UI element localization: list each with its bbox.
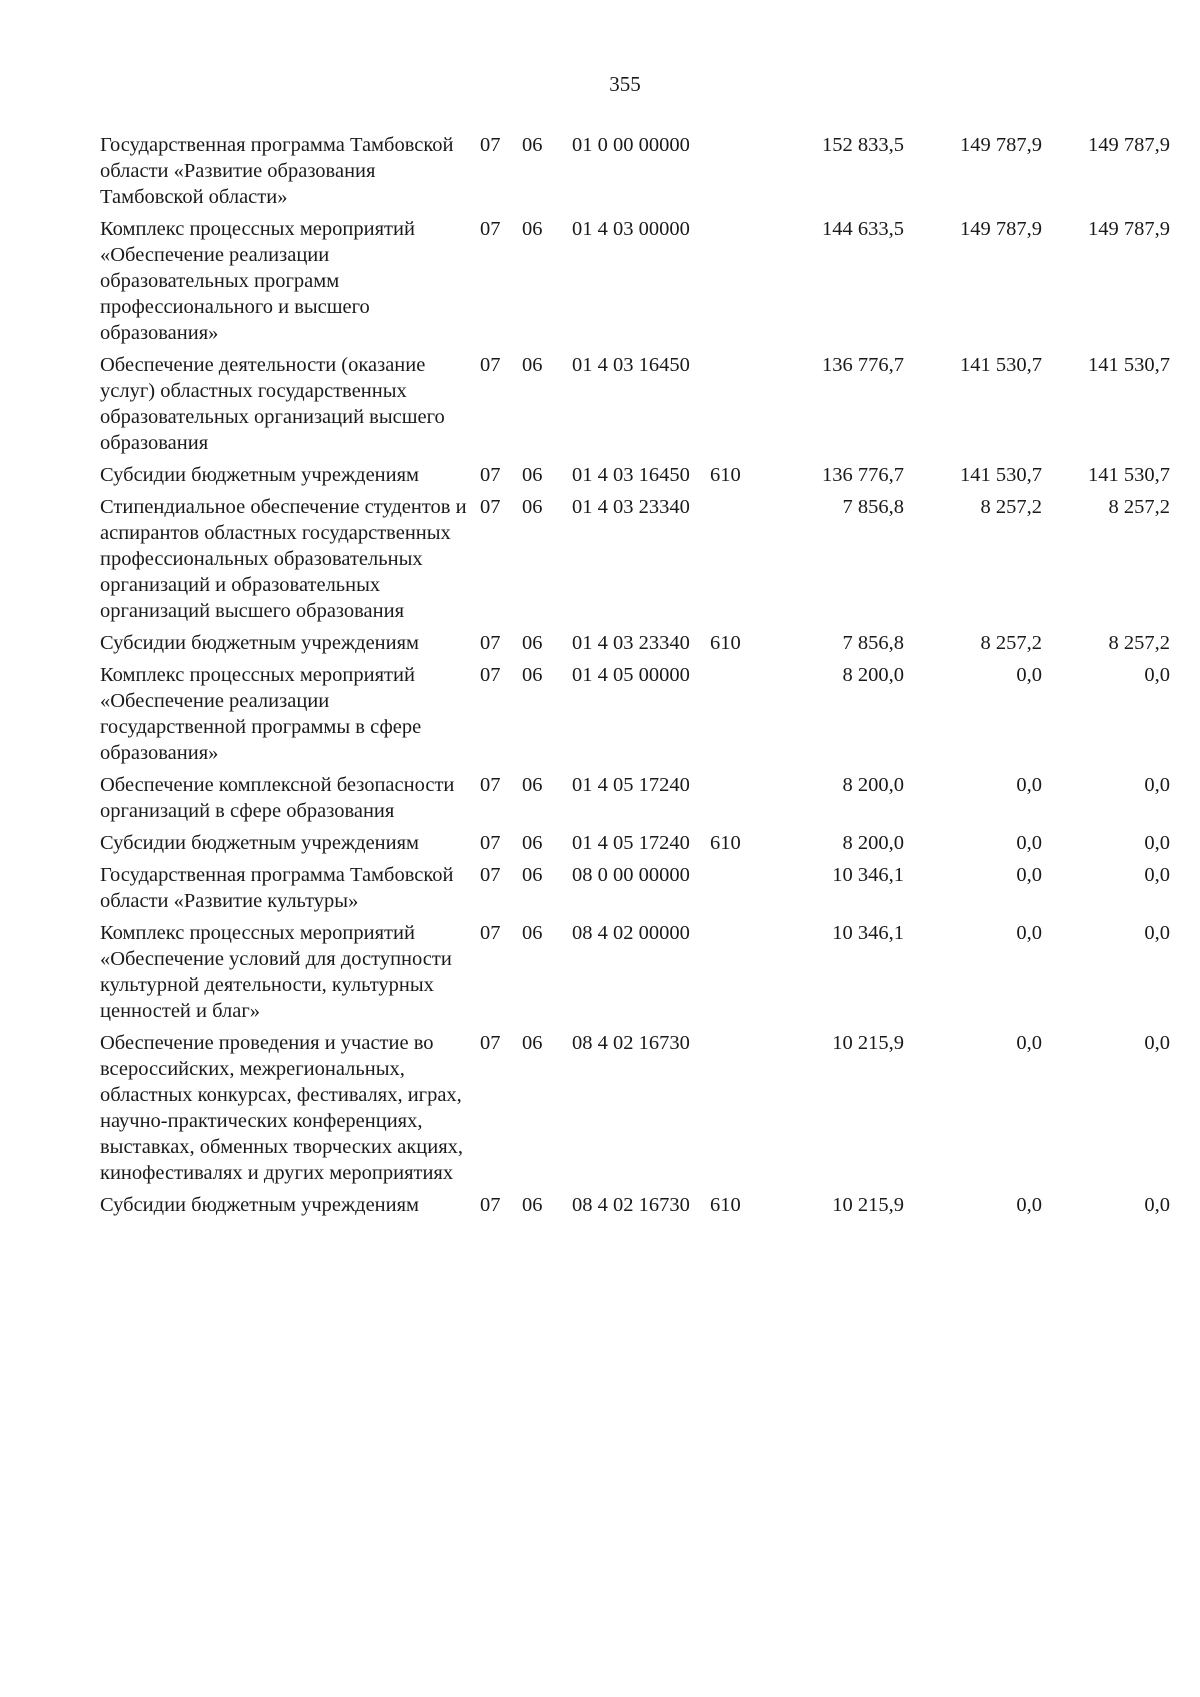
table-body [100,130,1170,1222]
amount-year-1-cell: 10 346,1 [832,922,904,944]
amount-year-3-cell: 149 787,9 [1088,218,1170,240]
amount-year-2-cell: 0,0 [1016,1032,1042,1054]
table-row [100,492,1170,628]
expense-name-cell: Комплекс процессных мероприятий «Обеспечение реализации образовательных программ профессионального и высшего образования» [100,218,415,344]
amount-year-1-cell: 152 833,5 [822,134,904,156]
subsection-code-cell: 06 [522,496,543,518]
target-article-cell: 01 4 03 16450 [572,354,690,376]
expense-type-cell [704,918,764,1028]
expense-name-cell: Государственная программа Тамбовской области «Развитие культуры» [100,864,454,912]
expense-type-cell [704,1028,764,1190]
expense-type-cell [704,770,764,828]
expense-name-cell: Обеспечение деятельности (оказание услуг) областных государственных образовательных организаций высшего образования [100,354,445,454]
amount-year-3-cell: 0,0 [1144,774,1170,796]
target-article-cell: 01 4 05 00000 [572,664,690,686]
section-code-cell: 07 [480,922,501,944]
amount-year-3-cell: 149 787,9 [1088,134,1170,156]
amount-year-1-cell: 8 200,0 [842,664,904,686]
expense-name-cell: Обеспечение комплексной безопасности организаций в сфере образования [100,774,455,822]
table-row [100,350,1170,460]
target-article-cell: 01 4 03 16450 [572,464,690,486]
table-row [100,460,1170,492]
amount-year-3-cell: 8 257,2 [1108,496,1170,518]
amount-year-2-cell: 8 257,2 [980,496,1042,518]
amount-year-1-cell: 7 856,8 [842,632,904,654]
table-row [100,770,1170,828]
table-row [100,660,1170,770]
expense-name-cell: Государственная программа Тамбовской области «Развитие образования Тамбовской области» [100,134,454,208]
amount-year-1-cell: 136 776,7 [822,464,904,486]
table-row [100,628,1170,660]
target-article-cell: 08 4 02 16730 [572,1032,690,1054]
expense-type-cell: 610 [710,632,741,654]
subsection-code-cell: 06 [522,922,543,944]
amount-year-3-cell: 8 257,2 [1108,632,1170,654]
page-number: 355 [609,72,641,96]
amount-year-3-cell: 0,0 [1144,664,1170,686]
amount-year-2-cell: 0,0 [1016,832,1042,854]
section-code-cell: 07 [480,864,501,886]
subsection-code-cell: 06 [522,1032,543,1054]
expense-name-cell: Субсидии бюджетным учреждениям [100,464,420,486]
target-article-cell: 08 4 02 16730 [572,1194,690,1216]
subsection-code-cell: 06 [522,832,543,854]
amount-year-1-cell: 8 200,0 [842,774,904,796]
expense-type-cell [704,214,764,350]
expense-name-cell: Субсидии бюджетным учреждениям [100,632,420,654]
expense-type-cell [704,492,764,628]
amount-year-1-cell: 10 215,9 [832,1032,904,1054]
amount-year-2-cell: 0,0 [1016,922,1042,944]
section-code-cell: 07 [480,134,501,156]
budget-table [100,130,1170,1222]
amount-year-2-cell: 0,0 [1016,1194,1042,1216]
subsection-code-cell: 06 [522,1194,543,1216]
subsection-code-cell: 06 [522,464,543,486]
expense-name-cell: Субсидии бюджетным учреждениям [100,1194,420,1216]
target-article-cell: 01 4 03 23340 [572,496,690,518]
amount-year-2-cell: 141 530,7 [960,354,1042,376]
amount-year-3-cell: 0,0 [1144,864,1170,886]
expense-type-cell: 610 [710,464,741,486]
subsection-code-cell: 06 [522,218,543,240]
amount-year-2-cell: 141 530,7 [960,464,1042,486]
section-code-cell: 07 [480,664,501,686]
amount-year-1-cell: 8 200,0 [842,832,904,854]
subsection-code-cell: 06 [522,632,543,654]
amount-year-2-cell: 0,0 [1016,774,1042,796]
expense-type-cell: 610 [710,1194,741,1216]
expense-type-cell [704,130,764,214]
section-code-cell: 07 [480,632,501,654]
expense-name-cell: Обеспечение проведения и участие во всероссийских, межрегиональных, областных конкурсах, фестивалях, играх, научно-практических конференциях, выставках, обменных творческих акциях, кинофестивалях и других мероприятиях [100,1032,464,1184]
amount-year-2-cell: 0,0 [1016,864,1042,886]
table-row [100,1028,1170,1190]
section-code-cell: 07 [480,218,501,240]
target-article-cell: 01 4 03 23340 [572,632,690,654]
amount-year-2-cell: 8 257,2 [980,632,1042,654]
amount-year-3-cell: 141 530,7 [1088,354,1170,376]
amount-year-2-cell: 0,0 [1016,664,1042,686]
amount-year-2-cell: 149 787,9 [960,134,1042,156]
target-article-cell: 08 0 00 00000 [572,864,690,886]
table-row [100,130,1170,214]
section-code-cell: 07 [480,832,501,854]
expense-name-cell: Комплекс процессных мероприятий «Обеспечение условий для доступности культурной деятельности, культурных ценностей и благ» [100,922,452,1022]
section-code-cell: 07 [480,496,501,518]
amount-year-1-cell: 7 856,8 [842,496,904,518]
expense-type-cell: 610 [710,832,741,854]
expense-name-cell: Стипендиальное обеспечение студентов и аспирантов областных государственных профессиональных образовательных организаций и образовательных организаций высшего образования [100,496,467,622]
amount-year-3-cell: 0,0 [1144,922,1170,944]
amount-year-1-cell: 10 346,1 [832,864,904,886]
expense-type-cell [704,860,764,918]
amount-year-3-cell: 0,0 [1144,1032,1170,1054]
table-row [100,860,1170,918]
section-code-cell: 07 [480,1194,501,1216]
target-article-cell: 08 4 02 00000 [572,922,690,944]
amount-year-2-cell: 149 787,9 [960,218,1042,240]
subsection-code-cell: 06 [522,354,543,376]
table-row [100,828,1170,860]
amount-year-3-cell: 0,0 [1144,832,1170,854]
expense-type-cell [704,350,764,460]
expense-name-cell: Субсидии бюджетным учреждениям [100,832,420,854]
expense-name-cell: Комплекс процессных мероприятий «Обеспечение реализации государственной программы в сфере образования» [100,664,422,764]
expense-type-cell [704,660,764,770]
subsection-code-cell: 06 [522,774,543,796]
section-code-cell: 07 [480,774,501,796]
section-code-cell: 07 [480,1032,501,1054]
subsection-code-cell: 06 [522,664,543,686]
amount-year-1-cell: 10 215,9 [832,1194,904,1216]
target-article-cell: 01 4 05 17240 [572,774,690,796]
table-row [100,918,1170,1028]
table-row [100,1190,1170,1222]
subsection-code-cell: 06 [522,134,543,156]
amount-year-3-cell: 0,0 [1144,1194,1170,1216]
target-article-cell: 01 0 00 00000 [572,134,690,156]
section-code-cell: 07 [480,354,501,376]
table-row [100,214,1170,350]
target-article-cell: 01 4 03 00000 [572,218,690,240]
amount-year-1-cell: 144 633,5 [822,218,904,240]
target-article-cell: 01 4 05 17240 [572,832,690,854]
amount-year-3-cell: 141 530,7 [1088,464,1170,486]
subsection-code-cell: 06 [522,864,543,886]
section-code-cell: 07 [480,464,501,486]
amount-year-1-cell: 136 776,7 [822,354,904,376]
